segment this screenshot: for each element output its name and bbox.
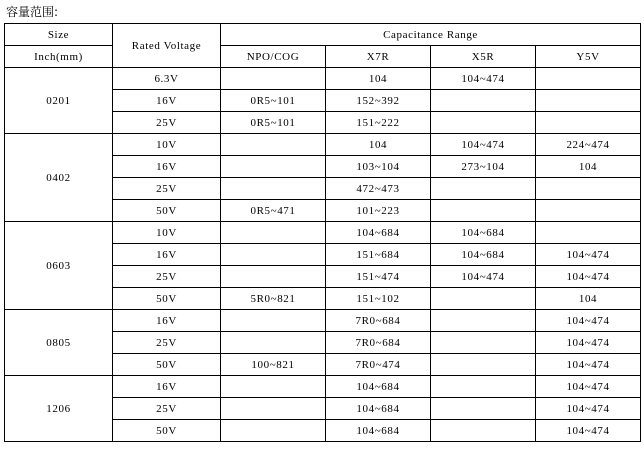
- voltage-cell: 25V: [113, 398, 221, 420]
- y5v-cell: 104~474: [536, 354, 641, 376]
- table-row: [5, 376, 641, 398]
- x5r-cell: [431, 310, 536, 332]
- voltage-cell: 50V: [113, 200, 221, 222]
- voltage-cell: 25V: [113, 178, 221, 200]
- voltage-cell: 25V: [113, 112, 221, 134]
- size-cell-0805: 0805: [5, 310, 113, 376]
- y5v-cell: 104~474: [536, 420, 641, 442]
- header-rated-voltage: Rated Voltage: [113, 24, 221, 68]
- header-inch: Inch(mm): [5, 46, 113, 68]
- y5v-cell: 104~474: [536, 310, 641, 332]
- x7r-cell: 7R0~684: [326, 310, 431, 332]
- y5v-cell: 104~474: [536, 376, 641, 398]
- voltage-cell: 25V: [113, 266, 221, 288]
- x7r-cell: 104~684: [326, 376, 431, 398]
- x5r-cell: 104~474: [431, 68, 536, 90]
- x7r-cell: 151~474: [326, 266, 431, 288]
- y5v-cell: [536, 112, 641, 134]
- x5r-cell: 104~684: [431, 244, 536, 266]
- table-row: [5, 68, 641, 90]
- npo-cog-cell: 100~821: [221, 354, 326, 376]
- capacitance-range-table: [4, 23, 641, 442]
- table-row: [5, 222, 641, 244]
- header-size: Size: [5, 24, 113, 46]
- table-row: [5, 134, 641, 156]
- npo-cog-cell: [221, 134, 326, 156]
- header-capacitance-range: Capacitance Range: [221, 24, 641, 46]
- x5r-cell: [431, 354, 536, 376]
- x7r-cell: 151~684: [326, 244, 431, 266]
- x7r-cell: 7R0~684: [326, 332, 431, 354]
- npo-cog-cell: 0R5~471: [221, 200, 326, 222]
- header-x5r: X5R: [431, 46, 536, 68]
- x5r-cell: [431, 420, 536, 442]
- voltage-cell: 16V: [113, 90, 221, 112]
- npo-cog-cell: [221, 178, 326, 200]
- npo-cog-cell: 0R5~101: [221, 90, 326, 112]
- x7r-cell: 7R0~474: [326, 354, 431, 376]
- table-row: [5, 310, 641, 332]
- size-cell-0201: 0201: [5, 68, 113, 134]
- x5r-cell: [431, 332, 536, 354]
- header-y5v: Y5V: [536, 46, 641, 68]
- voltage-cell: 16V: [113, 310, 221, 332]
- voltage-cell: 16V: [113, 376, 221, 398]
- x5r-cell: [431, 178, 536, 200]
- y5v-cell: [536, 222, 641, 244]
- x5r-cell: [431, 200, 536, 222]
- table-header: [5, 24, 641, 68]
- npo-cog-cell: 5R0~821: [221, 288, 326, 310]
- x7r-cell: 104~684: [326, 398, 431, 420]
- y5v-cell: 224~474: [536, 134, 641, 156]
- y5v-cell: 104~474: [536, 244, 641, 266]
- x7r-cell: 152~392: [326, 90, 431, 112]
- voltage-cell: 10V: [113, 134, 221, 156]
- npo-cog-cell: [221, 244, 326, 266]
- x5r-cell: [431, 288, 536, 310]
- npo-cog-cell: [221, 222, 326, 244]
- x5r-cell: [431, 376, 536, 398]
- npo-cog-cell: [221, 310, 326, 332]
- x5r-cell: 104~474: [431, 266, 536, 288]
- table-body: [5, 68, 641, 442]
- npo-cog-cell: [221, 332, 326, 354]
- size-cell-0603: 0603: [5, 222, 113, 310]
- header-npo-cog: NPO/COG: [221, 46, 326, 68]
- npo-cog-cell: [221, 156, 326, 178]
- x7r-cell: 104: [326, 68, 431, 90]
- y5v-cell: 104: [536, 288, 641, 310]
- x5r-cell: 104~684: [431, 222, 536, 244]
- npo-cog-cell: [221, 68, 326, 90]
- voltage-cell: 50V: [113, 288, 221, 310]
- header-row-1: [5, 24, 641, 46]
- y5v-cell: [536, 200, 641, 222]
- voltage-cell: 50V: [113, 354, 221, 376]
- x5r-cell: 273~104: [431, 156, 536, 178]
- x5r-cell: [431, 398, 536, 420]
- voltage-cell: 50V: [113, 420, 221, 442]
- y5v-cell: 104~474: [536, 332, 641, 354]
- npo-cog-cell: 0R5~101: [221, 112, 326, 134]
- header-x7r: X7R: [326, 46, 431, 68]
- npo-cog-cell: [221, 398, 326, 420]
- x7r-cell: 104: [326, 134, 431, 156]
- y5v-cell: [536, 178, 641, 200]
- voltage-cell: 16V: [113, 156, 221, 178]
- voltage-cell: 16V: [113, 244, 221, 266]
- section-caption: 容量范围:: [6, 5, 59, 19]
- x7r-cell: 151~222: [326, 112, 431, 134]
- x7r-cell: 101~223: [326, 200, 431, 222]
- x7r-cell: 472~473: [326, 178, 431, 200]
- voltage-cell: 25V: [113, 332, 221, 354]
- y5v-cell: [536, 90, 641, 112]
- size-cell-0402: 0402: [5, 134, 113, 222]
- y5v-cell: 104~474: [536, 266, 641, 288]
- y5v-cell: 104~474: [536, 398, 641, 420]
- npo-cog-cell: [221, 266, 326, 288]
- x7r-cell: 104~684: [326, 222, 431, 244]
- y5v-cell: 104: [536, 156, 641, 178]
- npo-cog-cell: [221, 376, 326, 398]
- voltage-cell: 6.3V: [113, 68, 221, 90]
- size-cell-1206: 1206: [5, 376, 113, 442]
- voltage-cell: 10V: [113, 222, 221, 244]
- header-row-2: [5, 46, 641, 68]
- x7r-cell: 103~104: [326, 156, 431, 178]
- x5r-cell: 104~474: [431, 134, 536, 156]
- x5r-cell: [431, 90, 536, 112]
- npo-cog-cell: [221, 420, 326, 442]
- x7r-cell: 151~102: [326, 288, 431, 310]
- x7r-cell: 104~684: [326, 420, 431, 442]
- y5v-cell: [536, 68, 641, 90]
- x5r-cell: [431, 112, 536, 134]
